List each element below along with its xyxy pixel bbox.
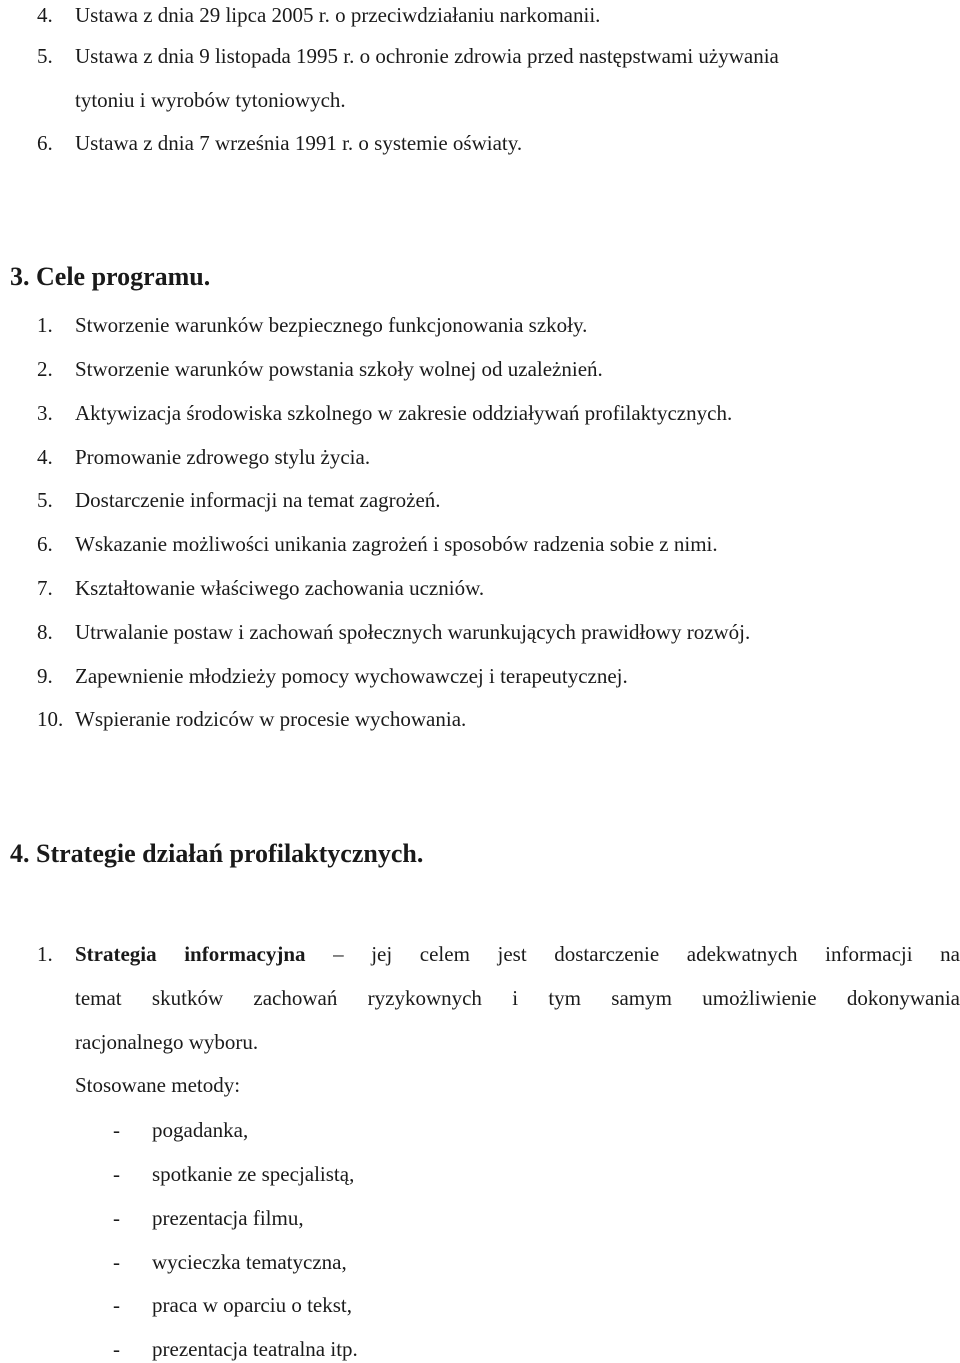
list-number: 5. [37, 488, 53, 512]
list-number: 9. [37, 664, 53, 688]
section-heading: 4. Strategie działań profilaktycznych. [10, 839, 424, 868]
list-text: tytoniu i wyrobów tytoniowych. [75, 88, 346, 112]
list-text: pogadanka, [152, 1118, 249, 1142]
list-text: Ustawa z dnia 9 listopada 1995 r. o ochronie zdrowia przed następstwami używania [75, 44, 779, 68]
dash-bullet: - [113, 1250, 120, 1274]
list-text: Stworzenie warunków bezpiecznego funkcjonowania szkoły. [75, 313, 588, 337]
list-text: Promowanie zdrowego stylu życia. [75, 445, 371, 469]
list-text: Zapewnienie młodzieży pomocy wychowawczej i terapeutycznej. [75, 664, 628, 688]
list-number: 6. [37, 131, 53, 155]
list-text: spotkanie ze specjalistą, [152, 1162, 355, 1186]
dash-bullet: - [113, 1162, 120, 1186]
list-number: 8. [37, 620, 53, 644]
section-heading: 3. Cele programu. [10, 262, 211, 291]
list-text: prezentacja filmu, [152, 1206, 304, 1230]
list-text: praca w oparciu o tekst, [152, 1293, 353, 1317]
strategy-name: Strategia informacyjna [75, 942, 306, 966]
list-text: Kształtowanie właściwego zachowania uczniów. [75, 576, 485, 600]
list-number: 3. [37, 401, 53, 425]
list-number: 2. [37, 357, 53, 381]
list-text: wycieczka tematyczna, [152, 1250, 347, 1274]
list-text: Stworzenie warunków powstania szkoły wolnej od uzależnień. [75, 357, 603, 381]
list-number: 6. [37, 532, 53, 556]
list-number: 1. [37, 942, 53, 966]
paragraph-text: racjonalnego wyboru. [75, 1030, 259, 1054]
list-text: Dostarczenie informacji na temat zagrożeń. [75, 488, 441, 512]
list-text: Aktywizacja środowiska szkolnego w zakresie oddziaływań profilaktycznych. [75, 401, 733, 425]
list-text: prezentacja teatralna itp. [152, 1337, 358, 1361]
paragraph-text: Stosowane metody: [75, 1073, 241, 1097]
strategy-paragraph-line: temat skutków zachowań ryzykownych i tym samym umożliwienie dokonywania [75, 986, 960, 1010]
list-text: Utrwalanie postaw i zachowań społecznych warunkujących prawidłowy rozwój. [75, 620, 751, 644]
list-text: Wspieranie rodziców w procesie wychowania. [75, 707, 467, 731]
list-number: 7. [37, 576, 53, 600]
dash-bullet: - [113, 1118, 120, 1142]
list-number: 4. [37, 445, 53, 469]
list-text: Wskazanie możliwości unikania zagrożeń i sposobów radzenia sobie z nimi. [75, 532, 718, 556]
dash-bullet: - [113, 1337, 120, 1361]
list-number: 1. [37, 313, 53, 337]
list-text: Ustawa z dnia 29 lipca 2005 r. o przeciwdziałaniu narkomanii. [75, 3, 601, 27]
strategy-description: – jej celem jest dostarczenie adekwatnych informacji na [333, 942, 960, 966]
list-number: 5. [37, 44, 53, 68]
strategy-paragraph-line [75, 942, 960, 966]
dash-bullet: - [113, 1206, 120, 1230]
list-number: 4. [37, 3, 53, 27]
list-text: Ustawa z dnia 7 września 1991 r. o systemie oświaty. [75, 131, 523, 155]
dash-bullet: - [113, 1293, 120, 1317]
list-number: 10. [37, 707, 64, 731]
